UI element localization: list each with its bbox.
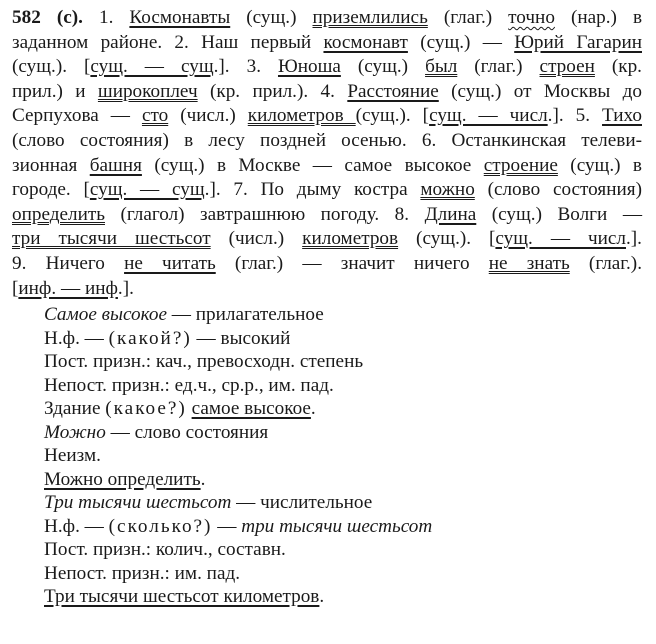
- styled-fragment: Космонавты: [129, 7, 231, 28]
- styled-fragment: Три тысячи шестьсот километров: [44, 586, 320, 608]
- exercise-number: 582 (с).: [12, 7, 83, 28]
- text-line-11: 9. Ничего не читать (глаг.) — значит ничего не знать (глаг.).: [12, 252, 642, 274]
- styled-fragment: космонавт: [323, 31, 408, 53]
- styled-fragment: не знать: [488, 252, 570, 274]
- styled-fragment: определить: [12, 203, 105, 225]
- styled-fragment: три тысячи шестьсот: [12, 228, 211, 250]
- styled-fragment: башня: [89, 154, 142, 176]
- styled-fragment: Три тысячи шестьсот: [44, 492, 232, 514]
- text-line-12: [инф. — инф.].: [12, 277, 134, 299]
- text-line-10: три тысячи шестьсот (числ.) километров (сущ.). [сущ. — числ.].: [12, 228, 642, 250]
- styled-fragment: приземлились: [312, 7, 428, 28]
- styled-fragment: сущ. — числ: [495, 228, 626, 250]
- styled-fragment: Самое высокое: [44, 304, 167, 326]
- styled-fragment: Юноша: [277, 56, 341, 78]
- styled-fragment: можно: [420, 179, 475, 201]
- analysis-line-4: Непост. призн.: ед.ч., ср.р., им. пад.: [44, 374, 334, 396]
- analysis-line-3: Пост. призн.: кач., превосходн. степень: [44, 351, 364, 373]
- styled-fragment: три тысячи шестьсот: [241, 515, 433, 537]
- styled-fragment: (сколько?): [108, 515, 213, 537]
- styled-fragment: Юрий Гагарин: [514, 31, 642, 53]
- text-line-9: определить (глагол) завтрашнюю погоду. 8. Длина (сущ.) Волги —: [12, 203, 643, 225]
- analysis-line-11: Пост. призн.: колич., составн.: [44, 539, 286, 561]
- morphological-analysis: [44, 303, 642, 609]
- styled-fragment: Можно определить: [44, 468, 201, 490]
- text-line-4: прил.) и широкоплеч (кр. прил.). 4. Расстояние (сущ.) от Москвы до: [12, 80, 643, 102]
- analysis-line-7: Неизм.: [44, 445, 101, 467]
- text-line-3: (сущ.). [сущ. — сущ.]. 3. Юноша (сущ.) был (глаг.) строен (кр.: [12, 56, 642, 78]
- text-line-2: заданном районе. 2. Наш первый космонавт (сущ.) — Юрий Гагарин: [12, 31, 642, 53]
- styled-fragment: инф. — инф: [18, 277, 118, 299]
- styled-fragment: (какой?): [108, 327, 192, 349]
- styled-fragment: не читать: [124, 252, 216, 274]
- analysis-line-5: Здание (какое?) самое высокое.: [44, 398, 316, 420]
- text-line-6: (слово состояния) в лесу поздней осенью. 6. Останкинская телеви-: [12, 129, 642, 151]
- analysis-line-6: Можно — слово состояния: [44, 421, 269, 443]
- styled-fragment: был: [425, 56, 458, 78]
- analysis-line-10: Н.ф. — (сколько?) — три тысячи шестьсот: [44, 515, 433, 537]
- exercise-text: [12, 6, 642, 301]
- analysis-line-2: Н.ф. — (какой?) — высокий: [44, 327, 291, 349]
- styled-fragment: Длина: [424, 203, 477, 225]
- analysis-line-13: Три тысячи шестьсот километров.: [44, 586, 325, 608]
- styled-fragment: строение: [483, 154, 558, 176]
- text-line-1: 582 (с). 1. Космонавты (сущ.) приземлились (глаг.) точно (нар.) в: [12, 7, 643, 28]
- styled-fragment: километров: [247, 105, 356, 127]
- styled-fragment: строен: [539, 56, 595, 78]
- text-line-7: зионная башня (сущ.) в Москве — самое высокое строение (сущ.) в: [12, 154, 642, 176]
- styled-fragment: самое высокое: [191, 398, 311, 420]
- styled-fragment: точно: [508, 7, 555, 28]
- text-line-5: Серпухова — сто (числ.) километров (сущ.). [сущ. — числ.]. 5. Тихо: [12, 105, 642, 127]
- styled-fragment: широкоплеч: [97, 80, 198, 102]
- styled-fragment: километров: [302, 228, 399, 250]
- analysis-line-9: Три тысячи шестьсот — числительное: [44, 492, 373, 514]
- analysis-line-8: Можно определить.: [44, 468, 206, 490]
- styled-fragment: Расстояние: [347, 80, 439, 102]
- styled-fragment: Можно: [44, 421, 106, 443]
- analysis-line-12: Непост. призн.: им. пад.: [44, 562, 241, 584]
- styled-fragment: сущ. — сущ: [89, 179, 205, 201]
- analysis-line-1: Самое высокое — прилагательное: [44, 304, 324, 326]
- styled-fragment: (какое?): [105, 398, 187, 420]
- styled-fragment: сто: [141, 105, 169, 127]
- styled-fragment: сущ. — сущ: [90, 56, 214, 78]
- text-line-8: городе. [сущ. — сущ.]. 7. По дыму костра можно (слово состояния): [12, 179, 642, 201]
- styled-fragment: сущ. — числ: [429, 105, 548, 127]
- styled-fragment: Тихо: [602, 105, 642, 127]
